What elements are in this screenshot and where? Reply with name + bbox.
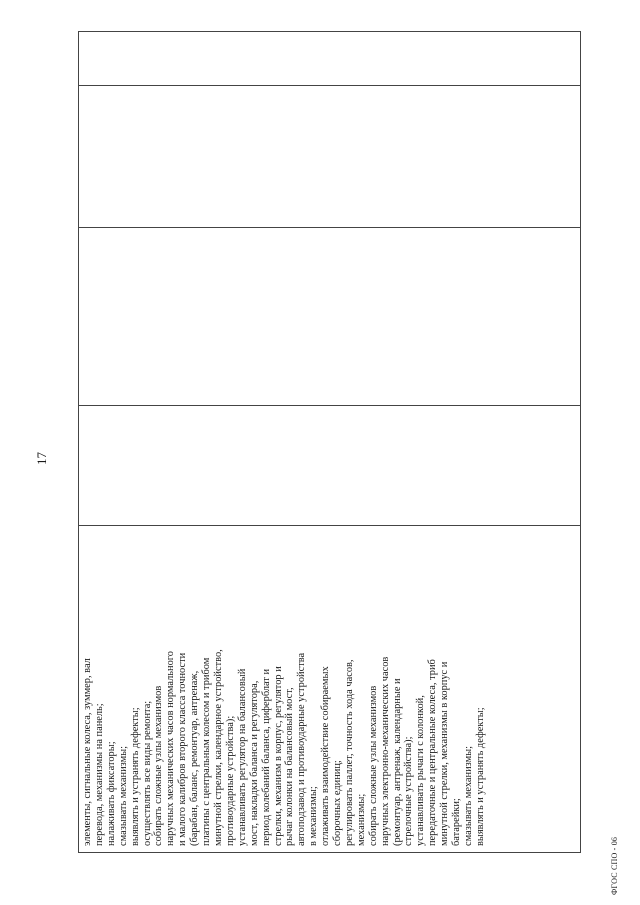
skill-line: минутной стрелки, календарное устройство, (212, 649, 224, 846)
skill-line: перевода, механизмы на панель; (93, 703, 105, 846)
skill-line: налаживать фиксаторы; (105, 741, 117, 846)
skill-line: регулировать паллет, точность хода часов, (343, 659, 355, 846)
skill-line: батарейки; (451, 798, 463, 846)
skill-line: стрелочные устройства); (403, 736, 415, 846)
skill-line: собирать сложные узлы механизмов (153, 685, 165, 846)
table-bottom-edge (580, 31, 581, 853)
table-cell-skills (79, 526, 580, 852)
column-divider (79, 405, 580, 406)
skill-line: выявлять и устранять дефекты; (129, 707, 141, 846)
skill-line: смазывать механизмы; (463, 745, 474, 846)
skill-line: мост, накладки баланса и регулятора, (248, 680, 260, 846)
skill-line: выявлять и устранять дефекты; (474, 707, 486, 846)
skill-line: платины с центральным колесом и трибом (201, 657, 213, 846)
skill-line: стрелки, механизм в корпус, регулятор и (272, 666, 284, 846)
skill-line: осуществлять все виды ремонта; (141, 700, 153, 846)
document-code: ФГОС СПО - 06 (610, 836, 619, 895)
skill-line: механизмы; (355, 793, 367, 846)
skill-line: элементы, сигнальные колеса, зуммер, вал (82, 658, 93, 846)
competency-table (78, 31, 580, 853)
skill-line: передаточные и центральные колеса, триб (427, 659, 439, 846)
column-divider (79, 85, 580, 86)
skill-line: наручных механических часов нормального (165, 651, 177, 846)
skill-line: смазывать механизмы; (117, 745, 129, 846)
skill-line: наручных электронно-механических часов (379, 656, 391, 846)
skill-line: в механизмы; (308, 786, 320, 846)
skill-line: автоподзавод и противоударные устройства (296, 652, 308, 846)
skill-line: отлаживать взаимодействие собираемых (320, 666, 332, 846)
skill-line: рычаг колонки на балансовый мост, (284, 687, 296, 846)
skills-list (82, 530, 487, 846)
column-divider (79, 227, 580, 228)
skill-line: минутной стрелки, механизмы в корпус и (439, 661, 451, 846)
page-number: 17 (34, 452, 49, 465)
skill-line: устанавливать регулятор на балансовый (236, 668, 248, 846)
skill-line: период колебаний баланса, циферблат и (260, 668, 272, 846)
skill-line: противоударные устройства); (224, 715, 236, 846)
skill-line: и малого калибров второго класса точности (177, 652, 189, 846)
skill-line: сборочных единиц; (332, 760, 344, 846)
skill-line: собирать сложные узлы механизмов (367, 685, 379, 846)
skill-line: (барабан, баланс, ремонтуар, антренаж, (189, 670, 201, 846)
column-divider (79, 525, 580, 526)
skill-line: устанавливать рычаги с колонкой, (415, 695, 427, 846)
skill-line: (ремонтуар, антренаж, календарные и (391, 678, 403, 846)
